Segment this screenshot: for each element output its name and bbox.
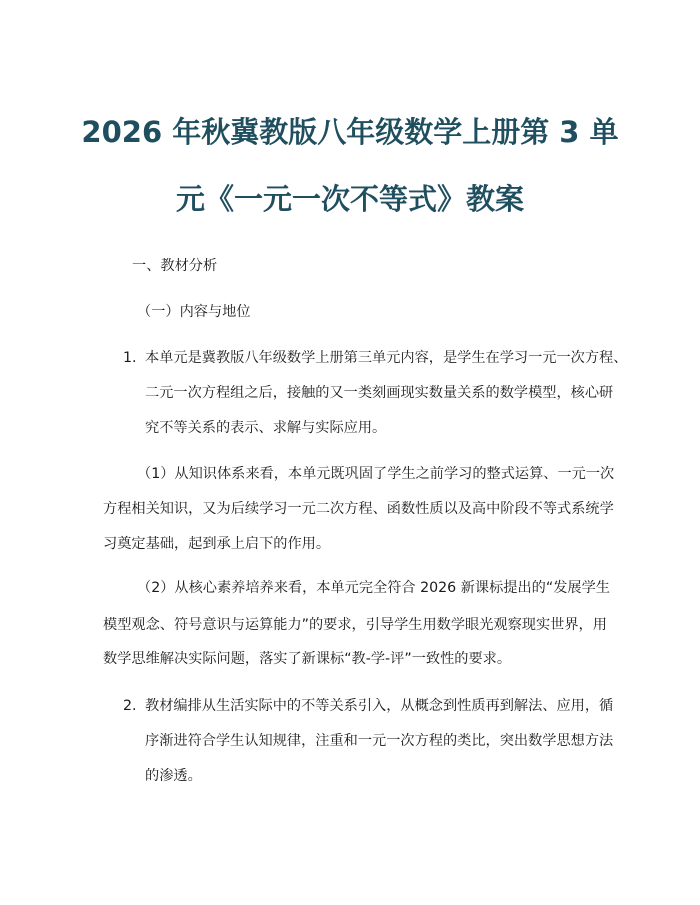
- paragraph-line: （1）从知识体系来看，本单元既巩固了学生之前学习的整式运算、一元一次: [137, 466, 615, 482]
- paragraph-line: 方程相关知识，又为后续学习一元二次方程、函数性质以及高中阶段不等式系统学: [103, 501, 614, 517]
- list-item-line: 的渗透。: [145, 768, 202, 784]
- list-item-line: 序渐进符合学生认知规律，注重和一元一次方程的类比，突出数学思想方法: [145, 733, 614, 749]
- list-item-line: 教材编排从生活实际中的不等关系引入，从概念到性质再到解法、应用，循: [145, 698, 614, 714]
- list-item-line: 二元一次方程组之后，接触的又一类刻画现实数量关系的数学模型，核心研: [145, 385, 614, 401]
- document-title-line-2: 元《一元一次不等式》教案: [175, 182, 524, 216]
- paragraph-line: 数学思维解决实际问题，落实了新课标“教-学-评”一致性的要求。: [103, 651, 512, 667]
- paragraph-line: 习奠定基础，起到承上启下的作用。: [103, 536, 331, 552]
- list-item-number: 2.: [123, 698, 137, 714]
- list-item-line: 本单元是冀教版八年级数学上册第三单元内容，是学生在学习一元一次方程、: [145, 350, 628, 366]
- list-item-line: 究不等关系的表示、求解与实际应用。: [145, 420, 387, 436]
- paragraph-line: （2）从核心素养培养来看，本单元完全符合 2026 新课标提出的“发展学生: [137, 580, 610, 596]
- list-item-number: 1.: [123, 350, 137, 366]
- section-heading: 一、教材分析: [132, 258, 218, 274]
- paragraph-line: 模型观念、符号意识与运算能力”的要求，引导学生用数学眼光观察现实世界，用: [103, 617, 607, 633]
- subsection-heading: （一）内容与地位: [137, 304, 251, 320]
- document-title-line-1: 2026 年秋冀教版八年级数学上册第 3 单: [81, 115, 619, 149]
